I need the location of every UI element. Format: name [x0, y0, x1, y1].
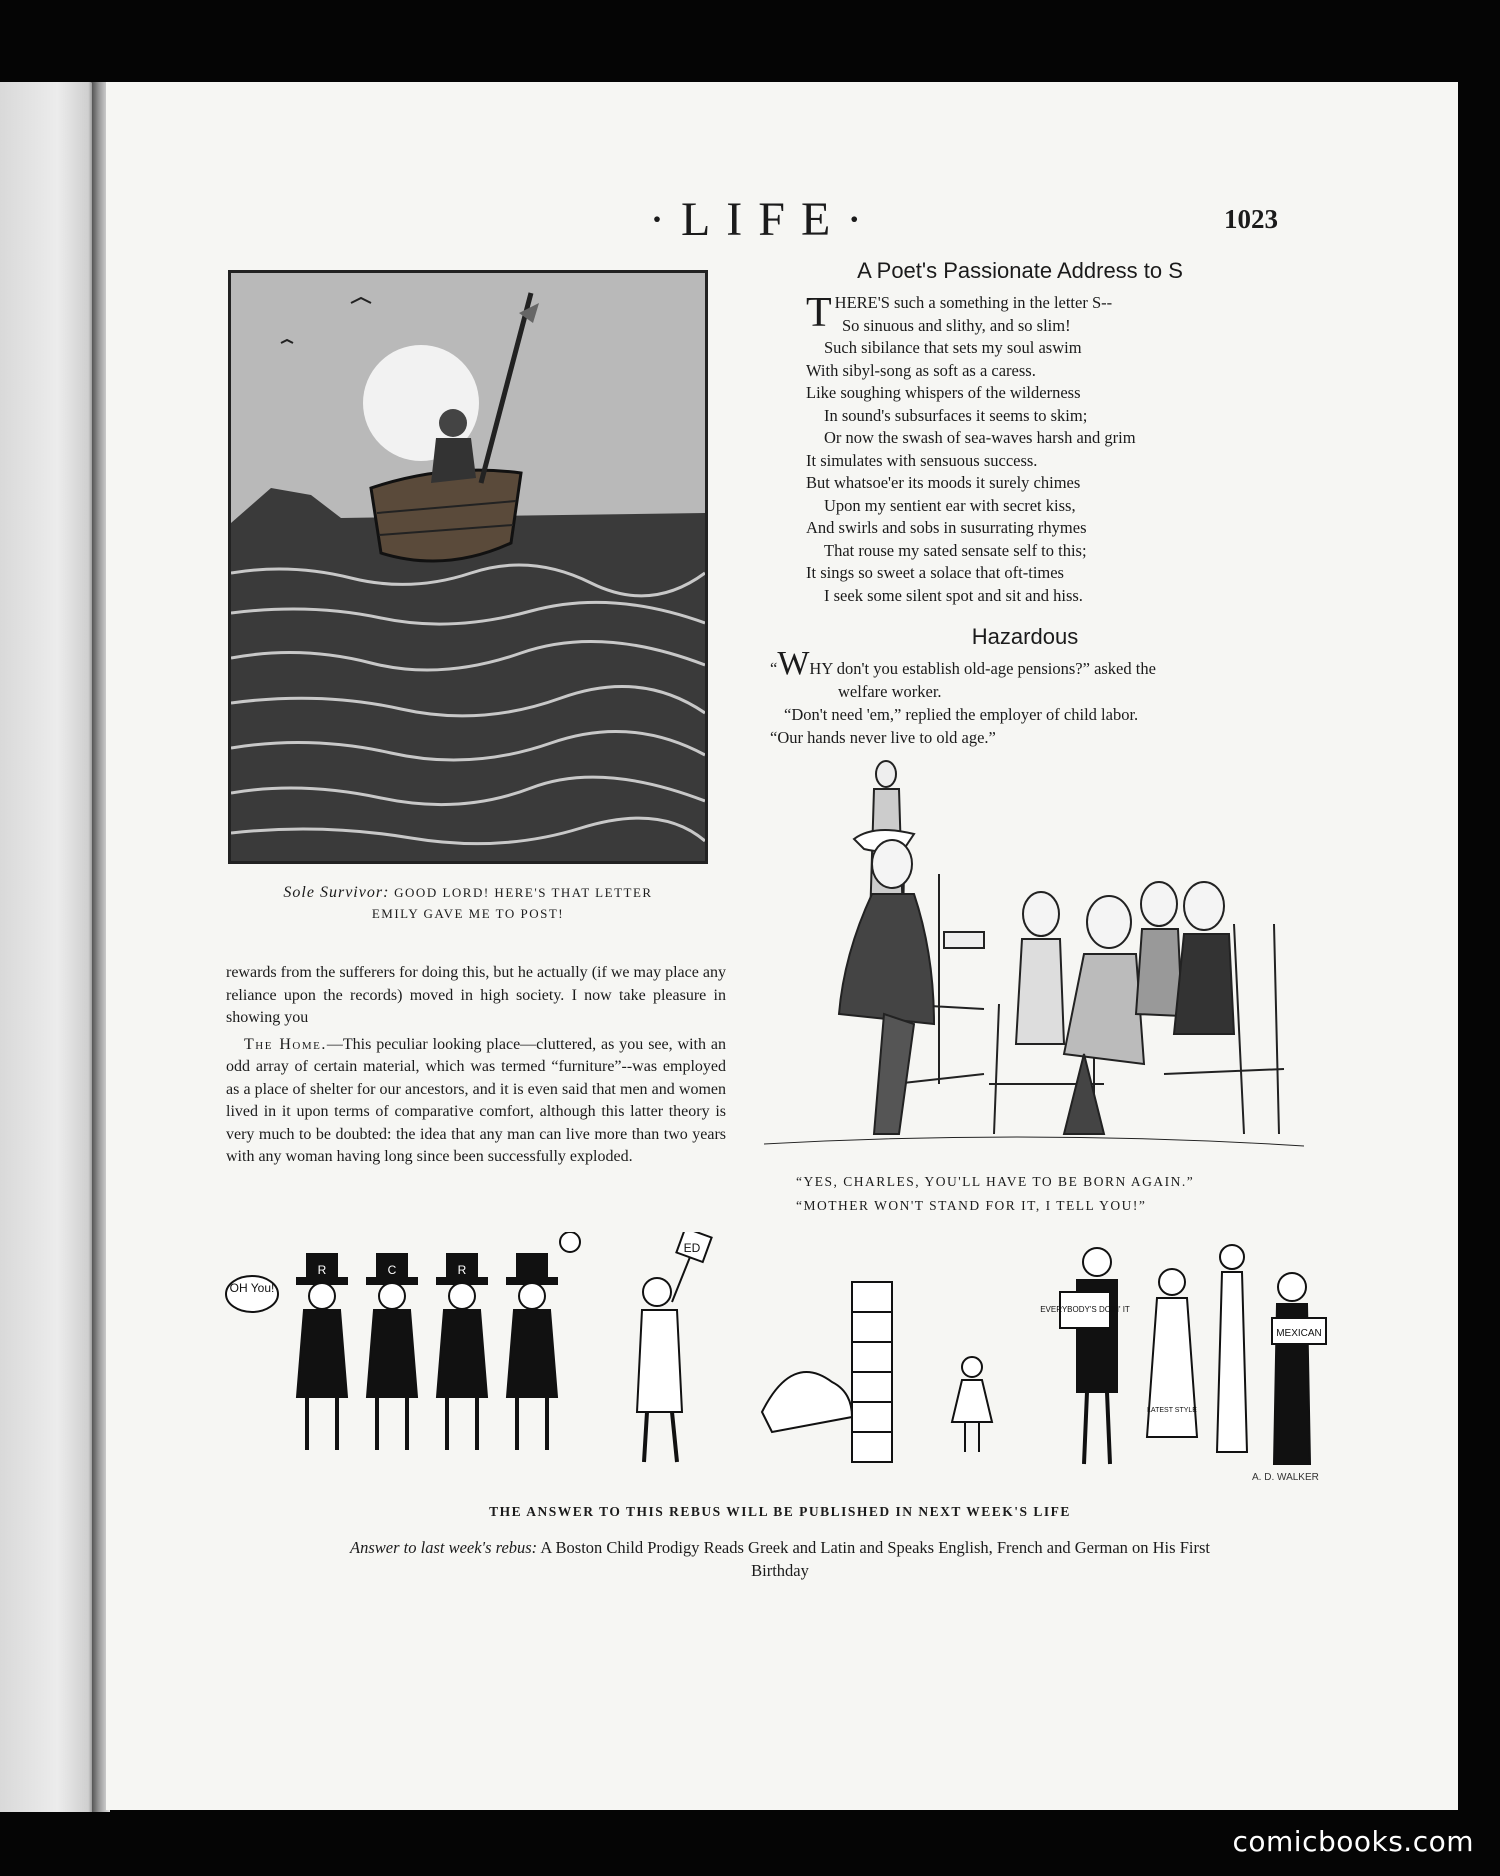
pilgrim-figures — [297, 1232, 580, 1450]
signboard-figures — [1040, 1245, 1326, 1464]
poem-line: So sinuous and slithy, and so slim! — [842, 315, 1071, 335]
hazardous-dropcap: W — [777, 645, 810, 682]
masthead-title: ·LIFE· — [649, 193, 879, 246]
rebus-answer-text: A Boston Child Prodigy Reads Greek and Latin and Speaks English, French and German on His First Birthday — [540, 1538, 1210, 1580]
article-paragraph-1: rewards from the sufferers for doing this, but he actually (if we may place any reliance upon the records) moved in high society. I now take pleasure in showing you — [226, 964, 726, 1026]
rebus-answer — [330, 1536, 1230, 1582]
rebus-strip — [212, 1232, 1342, 1482]
poem-line: Or now the swash of sea-waves harsh and grim — [824, 428, 1136, 447]
poem-line: In sound's subsurfaces it seems to skim; — [824, 405, 1088, 425]
rebus-caption: THE ANSWER TO THIS REBUS WILL BE PUBLISHED IN NEXT WEEK'S LIFE — [489, 1504, 1071, 1519]
barrel-shape — [371, 470, 521, 561]
classroom-caption: “YES, CHARLES, YOU'LL HAVE TO BE BORN AGAIN.” “MOTHER WON'T STAND FOR IT, I TELL YOU!” — [796, 1174, 1195, 1213]
sign-mexican-text: MEXICAN — [1276, 1328, 1322, 1339]
hat-letter-2: C — [387, 1263, 397, 1277]
article-paragraph-2: The Home.—This peculiar looking place—cluttered, as you see, with an odd array of certain material, which was termed “furniture”--was employed as a place of shelter for our ancestors, and it is even said that men and women lived in it upon terms of comparative comfort, although this latter theory is very much to be doubted: the idea that any man can live more than two years with any woman having long since been successfully exploded. — [226, 1035, 726, 1165]
sign-dress-text: LATEST STYLE — [1147, 1407, 1197, 1414]
rebus-drawing — [212, 1232, 1342, 1482]
teacher-and-children-drawing — [764, 754, 1304, 1164]
poem-body: THERE'S such a something in the letter S-- So sinuous and slithy, and so slim! Such sibilance that sets my soul aswim With sibyl-song as soft as a caress. Like soughing whispers of the wilderness In sound's subsurfaces it seems to skim; Or now the swash of sea-waves harsh and grim It simulates with sensuous success. But whatsoe'er its moods it surely chimes Upon my sentient ear with secret kiss, And swirls and sobs in susurrating rhymes That rouse my sated sensate self to this; It sings so sweet a solace that oft-times I seek some silent spot and sit and hiss. — [806, 292, 1236, 607]
poem-line: It sings so sweet a solace that oft-times — [806, 563, 1064, 582]
poem-lines — [806, 315, 1236, 608]
poem-line: That rouse my sated sensate self to this; — [824, 540, 1087, 560]
poem-line: I seek some silent spot and sit and hiss. — [824, 585, 1083, 605]
article-body-text — [226, 962, 726, 1169]
illustration-caption-line2: EMILY GAVE ME TO POST! — [371, 906, 565, 921]
rebus-signature: A. D. WALKER — [1252, 1472, 1319, 1482]
poem-line: It simulates with sensuous success. — [806, 450, 1038, 470]
hat-letter-3: R — [457, 1263, 467, 1277]
rebus-answer-label: Answer to last week's rebus: — [350, 1538, 538, 1557]
poem-line: But whatsoe'er its moods it surely chimes — [806, 473, 1081, 492]
classroom-drawing — [764, 754, 1304, 1164]
ed-sign-text: ED — [683, 1241, 701, 1255]
poem-dropcap: T — [806, 290, 832, 336]
poem-line: And swirls and sobs in susurrating rhymes — [806, 518, 1087, 537]
hazardous-title: Hazardous — [971, 624, 1079, 649]
facing-page-edge — [0, 82, 96, 1812]
hat-letter-1: R — [317, 1263, 327, 1277]
man-with-sign — [637, 1232, 712, 1462]
cat-and-wall — [762, 1282, 892, 1462]
poem-line: Such sibilance that sets my soul aswim — [824, 338, 1082, 357]
sole-survivor-illustration — [228, 270, 708, 864]
sign-everybody-text: EVERYBODY'S DOIN' IT — [1040, 1305, 1130, 1314]
poem-line: Upon my sentient ear with secret kiss, — [824, 495, 1076, 515]
poem-line: Like soughing whispers of the wilderness — [806, 383, 1081, 402]
watermark-text: comicbooks.com — [1232, 1825, 1474, 1858]
small-girl — [952, 1357, 992, 1452]
barrel-at-sea-drawing — [231, 273, 705, 861]
poem-line: With sibyl-song as soft as a caress. — [806, 360, 1036, 380]
hazardous-text: “WHY don't you establish old-age pensions?” asked the welfare worker. “Don't need 'em,” replied the employer of child labor. “Our hands never live to old age.” — [770, 645, 1156, 747]
illustration-caption: Sole Survivor: GOOD LORD! HERE'S THAT LETTER — [283, 884, 653, 901]
speech-bubble-text: OH You! — [229, 1281, 275, 1295]
page-number: 1023 — [1224, 204, 1278, 234]
poem-title: A Poet's Passionate Address to S — [857, 258, 1183, 283]
